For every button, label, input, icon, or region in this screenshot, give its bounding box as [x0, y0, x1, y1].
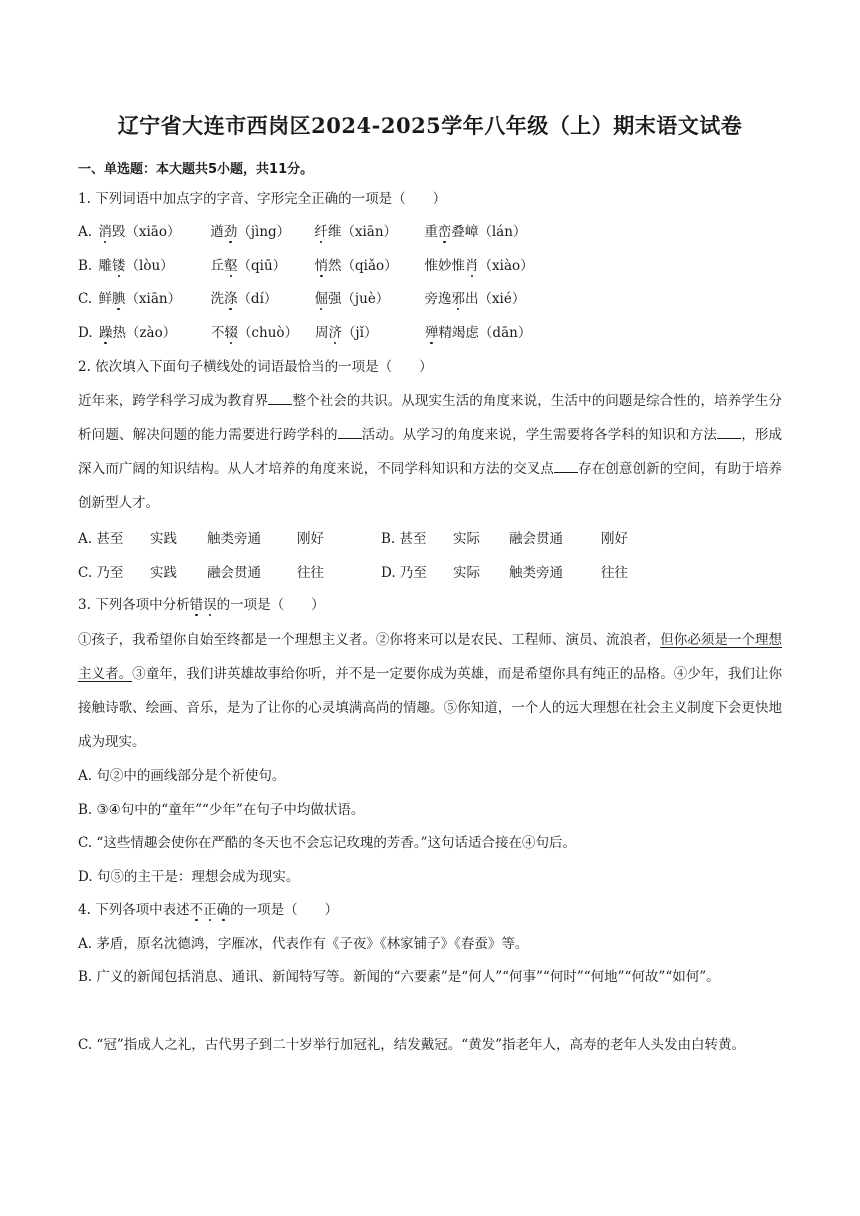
q1-option-b: B. 雕镂（lòu） 丘壑（qiū） 悄然（qiǎo） 惟妙惟肖（xiào）	[78, 258, 534, 274]
q1-stem: 1. 下列词语中加点字的字音、字形完全正确的一项是（ ）	[78, 191, 447, 207]
fill-blank	[268, 390, 292, 405]
q1-option-a: A. 消毁（xiāo） 遒劲（jìng） 纤维（xiān） 重峦叠嶂（lán）	[78, 224, 527, 240]
fill-blank	[554, 458, 578, 473]
q1-option-c: C. 鲜腆（xiān） 洗涤（dí） 倔强（juè） 旁逸邪出（xié）	[78, 291, 526, 307]
q1-option-d: D. 躁热（zào） 不辍（chuò） 周济（jǐ） 殚精竭虑（dān）	[78, 325, 532, 341]
q4-stem: 4. 下列各项中表述不正确的一项是（ ）	[78, 902, 339, 918]
q3-stem: 3. 下列各项中分析错误的一项是（ ）	[78, 597, 325, 613]
q2-options-cd: C. 乃至 实践 融会贯通 往往 D. 乃至 实际 触类旁通 往往	[78, 565, 628, 581]
underlined-sentence: 但你必须是一个理想主义者。	[78, 632, 783, 682]
q4-option-a: A. 茅盾，原名沈德鸿，字雁冰，代表作有《子夜》《林家铺子》《春蚕》等。	[78, 936, 529, 952]
q4-option-b: B. 广义的新闻包括消息、通讯、新闻特写等。新闻的“六要素”是“何人”“何事”“何时”“何地”“何故”“如何”。	[78, 969, 720, 985]
q3-passage: ①孩子，我希望你自始至终都是一个理想主义者。②你将来可以是农民、工程师、演员、流浪者，但你必须是一个理想主义者。③童年，我们讲英雄故事给你听，并不是一定要你成为英雄，而是希望你具有纯正的品格。④少年，我们让你接触诗歌、绘画、音乐，是为了让你的心灵填满高尚的情趣。⑤你知道，一个人的远大理想在社会主义制度下会更快地成为现实。	[78, 632, 783, 750]
q4-option-c: C. “冠”指成人之礼，古代男子到二十岁举行加冠礼，结发戴冠。“黄发”指老年人，高寿的老年人头发由白转黄。	[78, 1037, 746, 1053]
document-title: 辽宁省大连市西岗区2024-2025学年八年级（上）期末语文试卷	[117, 113, 743, 138]
fill-blank	[717, 424, 741, 439]
q3-option-a: A. 句②中的画线部分是个祈使句。	[78, 768, 286, 784]
fill-blank	[338, 424, 362, 439]
section-heading: 一、单选题：本大题共5小题，共11分。	[78, 162, 314, 177]
q3-option-c: C. “这些情趣会使你在严酷的冬天也不会忘记玫瑰的芳香。”这句话适合接在④句后。	[78, 835, 576, 851]
q2-stem: 2. 依次填入下面句子横线处的词语最恰当的一项是（ ）	[78, 359, 433, 375]
q2-options-ab: A. 甚至 实践 触类旁通 刚好 B. 甚至 实际 融会贯通 刚好	[78, 531, 628, 547]
q3-option-b: B. ③④句中的“童年”“少年”在句子中均做状语。	[78, 802, 365, 818]
q2-passage: 近年来，跨学科学习成为教育界 整个社会的共识。从现实生活的角度来说，生活中的问题是综合性的，培养学生分析问题、解决问题的能力需要进行跨学科的 活动。从学习的角度来说，学生需要将各学科的知识和方法 ，形成深入而广阔的知识结构。从人才培养的角度来说，不同学科知识和方法的交叉点 存在创意创新的空间，有助于培养创新型人才。	[78, 384, 782, 520]
q3-option-d: D. 句⑤的主干是：理想会成为现实。	[78, 869, 300, 885]
